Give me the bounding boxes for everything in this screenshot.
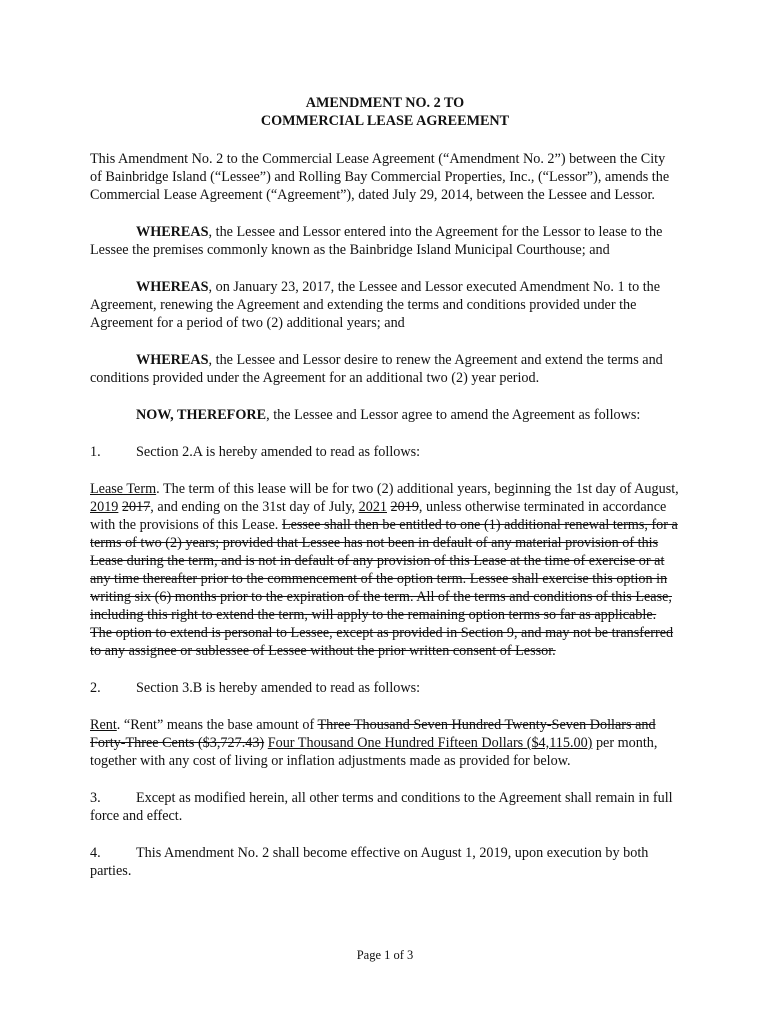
lease-start-year-new: 2019 [90,499,119,515]
now-therefore-label: NOW, THEREFORE [136,407,267,423]
lease-start-year-old: 2017 [121,499,151,515]
lease-end-year-new: 2021 [358,499,387,515]
item-1-text: Section 2.A is hereby amended to read as follows: [136,444,421,460]
rent-paragraph [90,716,680,770]
lease-term-paragraph [90,480,680,660]
title-line-2: COMMERCIAL LEASE AGREEMENT [260,113,510,129]
document-title [90,94,680,130]
document-body [90,94,680,880]
lease-term-heading: Lease Term [90,481,157,497]
item-2-number: 2. [90,680,101,696]
item-2 [90,679,680,697]
item-1 [90,443,680,461]
item-4 [90,844,680,880]
rent-text-b: per month, together with any cost of living or inflation adjustments made as provided for below. [90,735,658,769]
whereas-paragraph-2 [90,278,680,332]
now-therefore-paragraph [90,406,680,424]
rent-new-amount: Four Thousand One Hundred Fifteen Dollars ($4,115.00) [267,735,593,751]
lease-term-text-b: , and ending on the 31st day of July, [150,499,359,515]
item-3 [90,789,680,825]
title-line-1: AMENDMENT NO. 2 TO [305,95,465,111]
whereas-label-2: WHEREAS [136,279,209,295]
whereas-text-1: , the Lessee and Lessor entered into the Agreement for the Lessor to lease to the Lessee the premises commonly known as the Bainbridge Island Municipal Courthouse; and [90,224,663,258]
lease-struck-text: Lessee shall then be entitled to one (1) additional renewal terms, for a terms of two (2) years; provided that Lessee has not been in default of any material provision of this Lease during the term, and is not in default of any provision of this Lease at the time of exercise or at any time thereafter prior to the commencement of the option term. Lessee shall exercise this option in writing six (6) months prior to the expiration of the term. All of the terms and conditions of this Lease, including this right to extend the term, will apply to the remaining option terms so far as applicable. The option to extend is personal to Lessee, except as provided in Section 9, and may not be transferred to any assignee or sublessee of Lessee without the prior written consent of Lessor. [90,517,678,659]
now-therefore-text: , the Lessee and Lessor agree to amend the Agreement as follows: [266,407,641,423]
item-1-number: 1. [90,444,101,460]
whereas-label-1: WHEREAS [136,224,209,240]
item-4-text: This Amendment No. 2 shall become effective on August 1, 2019, upon execution by both parties. [90,845,649,879]
item-2-text: Section 3.B is hereby amended to read as follows: [136,680,421,696]
whereas-label-3: WHEREAS [136,352,209,368]
rent-text-a: . “Rent” means the base amount of [116,717,318,733]
whereas-paragraph-3 [90,351,680,387]
whereas-text-3: , the Lessee and Lessor desire to renew the Agreement and extend the terms and conditions provided under the Agreement for an additional two (2) year period. [90,352,663,386]
item-3-number: 3. [90,790,101,806]
lease-term-text-c: , unless otherwise terminated in accordance with the provisions of this Lease. [90,499,667,533]
whereas-paragraph-1 [90,223,680,259]
rent-old-amount: Three Thousand Seven Hundred Twenty-Seven Dollars and Forty-Three Cents ($3,727.43) [90,717,656,751]
page-footer: Page 1 of 3 [356,948,414,962]
whereas-text-2: , on January 23, 2017, the Lessee and Lessor executed Amendment No. 1 to the Agreement, renewing the Agreement and extending the terms and conditions provided under the Agreement for a period of two (2) additional years; and [90,279,661,331]
intro-paragraph: This Amendment No. 2 to the Commercial Lease Agreement (“Amendment No. 2”) between the City of Bainbridge Island (“Lessee”) and Rolling Bay Commercial Properties, Inc., (“Lessor”), amends the Commercial Lease Agreement (“Agreement”), dated July 29, 2014, between the Lessee and Lessor. [90,151,670,203]
item-4-number: 4. [90,845,101,861]
lease-term-text-a: . The term of this lease will be for two (2) additional years, beginning the 1st day of August, [156,481,679,497]
lease-end-year-old: 2019 [390,499,419,515]
rent-heading: Rent [90,717,117,733]
item-3-text: Except as modified herein, all other terms and conditions to the Agreement shall remain in full force and effect. [90,790,673,824]
